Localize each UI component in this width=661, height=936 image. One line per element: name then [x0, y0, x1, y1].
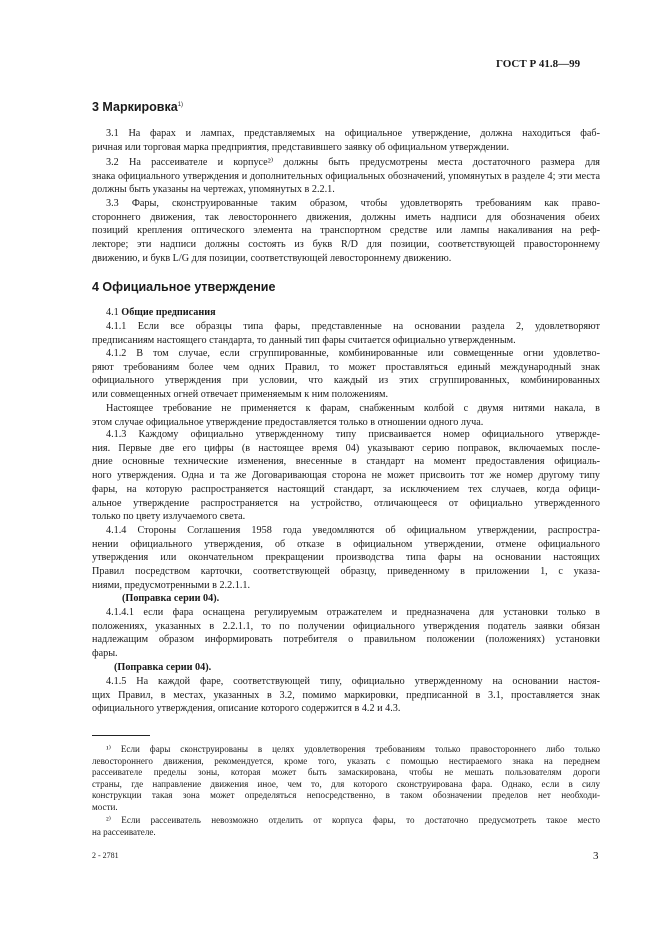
text-line: 4.1.2 В том случае, если сгруппированные, комбинированные или совмещенные огни удовлетво-	[106, 348, 600, 359]
footnote-2	[92, 815, 600, 838]
text-line	[92, 306, 600, 320]
text-line: дние основные технические изменения, внесенные в стандарт на момент предоставления официаль-	[92, 456, 600, 468]
paragraph-4-1-4	[92, 524, 600, 593]
text-line: 4.1.4 Стороны Соглашения 1958 года уведомляются об официальном утверждении, распростра-	[106, 525, 600, 536]
paragraph-4-1-4-1	[92, 606, 600, 661]
text-line: ряют требованиям более чем одних Правил, то может проставляться единый международный знак	[92, 361, 600, 373]
print-code: 2 - 2781	[92, 851, 119, 860]
amendment-note-2	[92, 661, 600, 675]
text-line: мости.	[92, 801, 118, 812]
text-line: официального утверждения при условии, что каждый из этих сгруппированных, комбинированных	[92, 375, 600, 387]
text-line: официального утверждения, описание которого содержится в 4.2 и 4.3.	[92, 703, 401, 715]
text-line: ния. Первые две его цифры (в настоящее время 04) указывают серию поправок, включаемых после-	[92, 442, 600, 454]
paragraph-4-1	[92, 306, 600, 320]
text-line: 4.1.4.1 если фара оснащена регулируемым отражателем и предназначена для установки только в	[106, 607, 600, 618]
text-line: (Поправка серии 04).	[114, 662, 212, 673]
paragraph-3-3	[92, 197, 600, 266]
text-line: 3.1 На фарах и лампах, представляемых на официальное утверждение, должна находиться фаб-	[106, 128, 600, 139]
paragraph-4-1-1	[92, 320, 600, 347]
paragraph-4-1-2	[92, 347, 600, 402]
standard-code-header: ГОСТ Р 41.8—99	[496, 58, 581, 70]
text-line: ²⁾ Если рассеиватель невозможно отделить от корпуса фары, то достаточно предусмотреть такое место	[106, 815, 600, 825]
text-line: конструкции такая зона может определяться непосредственно, в таком обозначении пределов нет необходи-	[92, 790, 600, 801]
text-line: ного утверждения. Одна и та же Договаривающая сторона не может присвоить тот же номер другому типу	[92, 470, 600, 482]
section-4-title: 4 Официальное утверждение	[92, 280, 276, 294]
text-line: щих Правил, в местах, указанных в 3.2, помимо маркировки, предписанной в 3.1, проставляется знак	[92, 689, 600, 701]
text-line: страны, где направление движения иное, чем то, для которого сконструирована фара. Однако, если в силу	[92, 778, 600, 789]
text-line: (Поправка серии 04).	[122, 593, 220, 604]
text-line: этом случае официальное утверждение предоставляется только в отношении одного луча.	[92, 416, 484, 428]
text-line: фары.	[92, 648, 118, 660]
text-line: нении официального утверждения, об отказе в официальном утверждении, отмене официального	[92, 538, 600, 550]
paragraph-4-1-2-note	[92, 402, 600, 429]
text-line: или совмещенных огней отвечает применяемым к ним положениям.	[92, 389, 388, 401]
text-line: знака официального утверждения и дополнительных официальных обозначений, упомянутых в разделе 4; эти места	[92, 170, 600, 182]
text-line: 3.2 На рассеивателе и корпусе²⁾ должны быть предусмотрены места достаточного размера для	[106, 157, 600, 168]
text-line: Настоящее требование не применяется к фарам, снабженным колбой с двумя нитями накала, в	[106, 403, 600, 414]
text-line: Правил посредством карточки, соответствующей образцу, приведенному в приложении 1, с указа-	[92, 566, 600, 578]
paragraph-4-1-title: Общие предписания	[121, 307, 216, 318]
text-line: только по цвету излучаемого света.	[92, 511, 246, 523]
paragraph-4-1-number: 4.1	[106, 307, 119, 318]
footnote-divider	[92, 735, 150, 736]
text-line: рассеивателе пределы зоны, которая может быть замаскирована, чтобы не мешать пользователям дороги	[92, 767, 600, 778]
text-line: 4.1.1 Если все образцы типа фары, представленные на основании раздела 2, удовлетворяют	[106, 321, 600, 332]
paragraph-3-1	[92, 127, 600, 154]
text-line: ниями, предусмотренными в 2.2.1.1.	[92, 579, 251, 591]
section-3-title-text: 3 Маркировка	[92, 100, 178, 114]
text-line: стороннего движения, так левостороннего движения, должны иметь надписи для обозначения обеих	[92, 211, 600, 223]
text-line: позиций крепления оптического элемента на транспортном средстве или лампы накаливания на реф-	[92, 225, 600, 237]
paragraph-3-2	[92, 156, 600, 197]
section-3-title	[92, 100, 183, 114]
footnote-1	[92, 744, 600, 814]
text-line: фары, на которую распространяется настоящий стандарт, за исключением тех случаев, когда офици-	[92, 483, 600, 495]
text-line: утверждения или окончательном прекращении производства типа фары на основании настоящих	[92, 552, 600, 564]
text-line: 3.3 Фары, сконструированные таким образом, чтобы удовлетворять требованиям как право-	[106, 198, 600, 209]
text-line: 4.1.5 На каждой фаре, соответствующей типу, официально утвержденному на основании настоя-	[106, 676, 600, 687]
text-line: положениях, указанных в 2.2.1.1, то по получении официального утверждения податель заявки обязан	[92, 620, 600, 632]
text-line: предписаниям настоящего стандарта, то данный тип фары считается официально утвержденным.	[92, 334, 516, 346]
text-line: альное утверждение распространяется на устройство, отличающееся от официально утвержденного	[92, 497, 600, 509]
text-line: на рассеивателе.	[92, 826, 156, 837]
paragraph-4-1-3	[92, 428, 600, 524]
text-line: ¹⁾ Если фары сконструированы в целях удовлетворения требованиям только правостороннего либо только	[106, 744, 600, 754]
text-line: левостороннего движения, рекомендуется, кроме того, указать с помощью нестираемого знака на переднем	[92, 755, 600, 766]
text-line: движению, и букв L/G для позиции, соответствующей левостороннему движению.	[92, 252, 452, 264]
text-line: ричная или торговая марка предприятия, представившего заявку об официальном утверждении.	[92, 141, 510, 153]
paragraph-4-1-5	[92, 675, 600, 716]
text-line: надлежащим образом информировать потребителя о правильном положении (положениях) установки	[92, 634, 600, 646]
text-line: 4.1.3 Каждому официально утвержденному типу присваивается номер официального утвержде-	[106, 429, 600, 440]
section-3-title-footnote-ref: 1)	[177, 101, 184, 108]
text-line: должны быть указаны на чертежах, упомянутых в 2.2.1.	[92, 184, 335, 196]
amendment-note-1	[92, 592, 600, 606]
text-line: лекторе; эти надписи должны состоять из букв R/D для позиции, соответствующей правостороннему	[92, 239, 600, 251]
page-number: 3	[593, 850, 599, 862]
